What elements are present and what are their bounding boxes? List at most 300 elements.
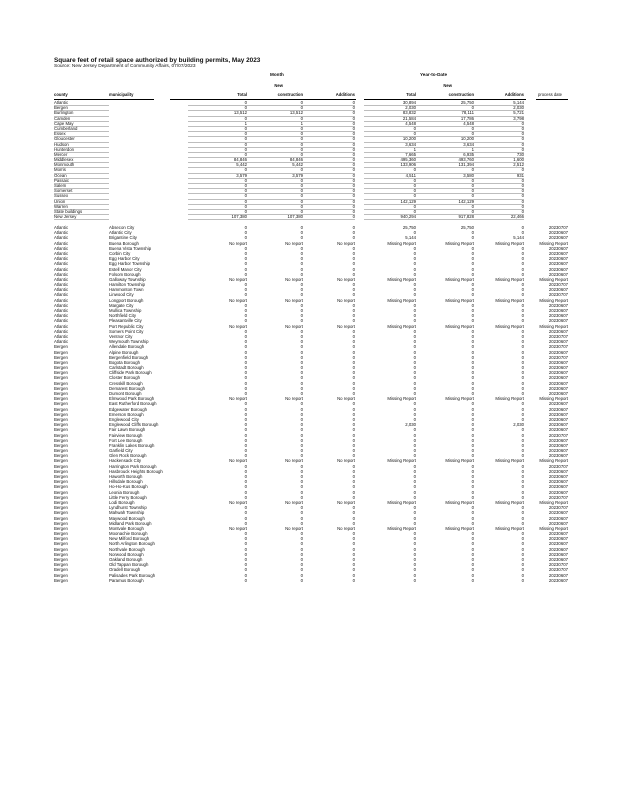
ytd-additions-cell: 0	[474, 142, 524, 148]
month-new-cell: 0	[300, 541, 303, 547]
ytd-new-cell: 0	[471, 531, 474, 537]
ytd-total-cell: 2,030	[364, 105, 416, 111]
municipality-cell: Brigantine City	[109, 235, 137, 241]
ytd-new-cell: 25,750	[460, 225, 474, 230]
ytd-additions-cell: 0	[521, 411, 524, 417]
process-date-cell: 20230607	[548, 442, 568, 448]
month-new-cell: 0	[300, 505, 303, 511]
ytd-total-cell: 0	[413, 261, 416, 267]
ytd-new-cell: 0	[471, 406, 474, 412]
month-additions-cell: 0	[352, 225, 355, 230]
ytd-additions-cell: 2,030	[513, 422, 524, 428]
municipality-cell: Port Republic City	[109, 323, 144, 329]
ytd-total-cell: 21,584	[364, 116, 416, 122]
month-total-cell: 0	[188, 209, 247, 215]
month-additions-cell: 0	[352, 287, 355, 293]
ytd-total-cell: 0	[413, 427, 416, 433]
ytd-additions-cell: Missing Report	[495, 276, 524, 282]
month-additions-cell: 0	[352, 510, 355, 516]
ytd-additions-cell: 0	[521, 359, 524, 365]
county-cell: Atlantic	[54, 328, 69, 334]
county-cell: Atlantic	[54, 292, 69, 298]
month-new-cell: 0	[300, 235, 303, 241]
col-header-ytd-additions: Additions	[504, 92, 524, 97]
month-new-cell: 0	[300, 442, 303, 448]
ytd-total-cell: 0	[413, 510, 416, 516]
month-total-cell: 0	[244, 344, 247, 350]
col-header-month-new-line2: construction	[277, 91, 303, 97]
ytd-total-cell: Missing Report	[387, 297, 416, 303]
county-cell: Bergen	[54, 525, 68, 531]
ytd-new-cell: 0	[471, 505, 474, 511]
month-total-cell: 0	[188, 142, 247, 148]
process-date-cell: 20230607	[548, 468, 568, 474]
ytd-total-cell: 0	[413, 468, 416, 474]
ytd-new-cell: 10,200	[416, 136, 474, 142]
col-header-municipality: municipality	[109, 92, 134, 97]
month-new-cell: 0	[300, 370, 303, 376]
ytd-total-cell: 0	[413, 375, 416, 381]
ytd-total-cell: 0	[413, 546, 416, 552]
ytd-total-cell: 133,906	[364, 162, 416, 168]
month-total-cell: 3,579	[188, 173, 247, 179]
ytd-new-cell: 0	[471, 271, 474, 277]
ytd-new-cell: 0	[471, 365, 474, 371]
county-cell: Gloucester	[54, 136, 109, 142]
county-cell: Bergen	[54, 380, 68, 386]
ytd-total-cell: 0	[413, 567, 416, 573]
ytd-additions-cell: 0	[521, 385, 524, 391]
month-total-cell: 107,380	[188, 214, 247, 220]
month-additions-cell: 0	[352, 302, 355, 308]
ytd-new-cell: 78,111	[416, 110, 474, 116]
process-date-cell: 20230607	[548, 359, 568, 365]
county-cell: Bergen	[54, 448, 68, 454]
month-total-cell: 0	[188, 178, 247, 184]
municipality-cell: Dumont Borough	[109, 391, 142, 396]
ytd-new-cell: 0	[471, 468, 474, 474]
month-total-cell: 0	[188, 167, 247, 173]
county-cell: Bergen	[54, 546, 68, 552]
ytd-total-cell: 0	[413, 292, 416, 298]
county-cell: Bergen	[54, 567, 68, 573]
month-additions-cell: 0	[303, 100, 355, 106]
month-additions-cell: 0	[303, 188, 355, 194]
month-total-cell: 0	[244, 567, 247, 573]
month-additions-cell: 0	[352, 344, 355, 350]
ytd-new-cell: 0	[471, 333, 474, 339]
month-new-cell: 0	[300, 546, 303, 552]
ytd-total-cell: 1	[364, 147, 416, 153]
month-new-cell: No report	[285, 297, 303, 303]
ytd-new-cell: 493,760	[416, 157, 474, 163]
ytd-new-cell: 0	[471, 448, 474, 454]
month-new-cell: 0	[300, 225, 303, 230]
ytd-additions-cell: 0	[521, 313, 524, 319]
month-additions-cell: 0	[352, 572, 355, 578]
month-additions-cell: 0	[303, 162, 355, 168]
month-additions-cell: 0	[352, 567, 355, 573]
ytd-additions-cell: 0	[474, 131, 524, 137]
county-cell: New Jersey	[54, 214, 109, 220]
month-total-cell: 0	[244, 541, 247, 547]
ytd-total-cell: Missing Report	[387, 323, 416, 329]
ytd-additions-cell: 0	[474, 167, 524, 173]
month-new-cell: 0	[300, 328, 303, 334]
ytd-total-cell: 0	[413, 250, 416, 256]
ytd-new-cell: 0	[471, 546, 474, 552]
month-total-cell: 0	[244, 437, 247, 443]
ytd-additions-cell: 931	[474, 173, 524, 179]
ytd-additions-cell: 0	[521, 463, 524, 469]
ytd-new-cell: 4,548	[416, 121, 474, 127]
month-total-cell: No report	[229, 458, 247, 464]
ytd-total-cell: 4,511	[364, 173, 416, 179]
county-cell: Bergen	[54, 354, 68, 360]
county-cell: Atlantic	[54, 256, 69, 262]
month-additions-cell: 0	[352, 437, 355, 443]
month-total-cell: 0	[188, 116, 247, 122]
county-cell: Bergen	[54, 515, 68, 521]
ytd-additions-cell: 0	[521, 453, 524, 459]
county-cell: Bergen	[54, 396, 68, 402]
ytd-total-cell: 0	[413, 380, 416, 386]
ytd-total-cell: 0	[413, 287, 416, 293]
process-date-cell: 20230607	[548, 370, 568, 376]
ytd-additions-cell: Missing Report	[495, 396, 524, 402]
county-cell: Atlantic	[54, 266, 69, 272]
ytd-additions-cell: 0	[521, 468, 524, 474]
process-date-cell: 20230607	[548, 515, 568, 521]
month-new-cell: No report	[285, 525, 303, 531]
process-date-cell: 20230607	[548, 541, 568, 547]
process-date-cell: 20230707	[548, 567, 568, 573]
table-row	[0, 214, 618, 219]
county-cell: Warren	[54, 204, 109, 210]
municipality-cell: Cliffside Park Borough	[109, 370, 152, 376]
month-additions-cell: 0	[303, 147, 355, 153]
month-new-cell: 13,512	[247, 110, 303, 116]
month-new-cell: 0	[300, 250, 303, 256]
process-date-cell: 20230607	[548, 235, 568, 241]
ytd-total-cell: 0	[413, 479, 416, 485]
ytd-new-cell: Missing Report	[445, 276, 474, 282]
month-total-cell: 0	[188, 147, 247, 153]
ytd-total-cell: 0	[413, 318, 416, 324]
municipality-cell: Egg Harbor Township	[109, 261, 151, 267]
county-cell: Bergen	[54, 406, 68, 412]
ytd-additions-cell: 0	[474, 204, 524, 210]
process-date-cell: 20230607	[548, 557, 568, 562]
county-cell: Bergen	[54, 479, 68, 485]
month-new-cell: 0	[300, 468, 303, 474]
ytd-total-cell: 0	[413, 245, 416, 251]
county-cell: Atlantic	[54, 100, 109, 106]
county-cell: Ocean	[54, 173, 109, 179]
month-additions-cell: 0	[352, 313, 355, 319]
county-cell: Bergen	[54, 468, 68, 474]
month-new-cell: 0	[300, 292, 303, 298]
ytd-total-cell: 0	[413, 515, 416, 521]
month-additions-cell: 0	[352, 448, 355, 454]
ytd-additions-cell: 0	[521, 391, 524, 396]
ytd-new-cell: 0	[471, 282, 474, 288]
ytd-new-cell: 3,580	[416, 173, 474, 179]
county-cell: Hudson	[54, 142, 109, 148]
month-group-header: Month	[270, 72, 284, 77]
month-additions-cell: 0	[303, 199, 355, 205]
process-date-cell: 20230607	[548, 375, 568, 381]
process-date-cell: 20230607	[548, 531, 568, 537]
month-additions-cell: 0	[352, 484, 355, 490]
month-total-cell: 0	[244, 370, 247, 376]
month-new-cell: No report	[285, 499, 303, 505]
month-total-cell: 5,442	[188, 162, 247, 168]
ytd-new-cell: 0	[471, 375, 474, 381]
county-cell: Bergen	[54, 557, 68, 562]
ytd-total-cell: 0	[413, 333, 416, 339]
month-new-cell: 0	[300, 562, 303, 568]
county-cell: Middlesex	[54, 157, 109, 163]
month-additions-cell: 0	[352, 531, 355, 537]
ytd-additions-cell: 0	[521, 271, 524, 277]
col-header-month-new	[247, 84, 303, 97]
month-total-cell: 0	[244, 318, 247, 324]
ytd-new-cell: 0	[471, 359, 474, 365]
process-date-cell: 20230607	[548, 489, 568, 495]
ytd-additions-cell: 0	[521, 318, 524, 324]
county-cell: Atlantic	[54, 308, 69, 313]
county-cell: Bergen	[54, 359, 68, 365]
county-cell: Atlantic	[54, 250, 69, 256]
ytd-total-cell: 0	[413, 453, 416, 459]
ytd-new-cell: 0	[471, 572, 474, 578]
month-new-cell: 0	[300, 339, 303, 345]
ytd-additions-cell: 1,600	[474, 157, 524, 163]
municipality-cell: Hammonton Town	[109, 287, 144, 293]
municipality-cell: Margate City	[109, 302, 134, 308]
month-new-cell: 0	[300, 406, 303, 412]
municipality-cell: Carlstadt Borough	[109, 365, 144, 371]
process-date-cell: 20230607	[548, 230, 568, 236]
county-cell: Bergen	[54, 422, 68, 428]
ytd-total-cell: 0	[413, 442, 416, 448]
ytd-total-cell: 0	[364, 126, 416, 132]
month-additions-cell: 0	[303, 136, 355, 142]
col-header-month-additions: Additions	[335, 92, 355, 97]
municipality-cell: Closter Borough	[109, 375, 141, 381]
month-total-cell: 0	[244, 411, 247, 417]
county-cell: Atlantic	[54, 225, 69, 230]
ytd-new-cell: Missing Report	[445, 297, 474, 303]
month-additions-cell: 0	[352, 261, 355, 267]
ytd-total-cell: 0	[413, 256, 416, 262]
municipality-cell: Allendale Borough	[109, 344, 145, 350]
municipality-cell: North Arlington Borough	[109, 541, 155, 547]
month-total-cell: 0	[244, 266, 247, 272]
ytd-new-cell: 0	[471, 349, 474, 355]
ytd-additions-cell: 0	[521, 401, 524, 407]
ytd-new-cell: 0	[471, 287, 474, 293]
municipality-cell: Little Ferry Borough	[109, 494, 147, 500]
ytd-new-cell: 0	[471, 557, 474, 562]
process-date-cell: 20230707	[548, 333, 568, 339]
process-date-cell: 20230607	[548, 484, 568, 490]
ytd-total-cell: 0	[413, 536, 416, 542]
month-total-cell: 0	[244, 380, 247, 386]
municipality-cell: Ho-Ho-Kus Borough	[109, 484, 148, 490]
report-source: Source: New Jersey Department of Community Affairs, 07/07/2023	[54, 64, 196, 69]
month-additions-cell: 0	[352, 411, 355, 417]
month-total-cell: 0	[244, 536, 247, 542]
ytd-new-cell: 0	[471, 235, 474, 241]
month-total-cell: 0	[244, 427, 247, 433]
month-new-cell: 0	[300, 313, 303, 319]
process-date-cell: Missing Report	[539, 499, 568, 505]
month-total-cell: 0	[244, 546, 247, 552]
month-new-cell: 0	[247, 131, 303, 137]
month-additions-cell: 0	[352, 365, 355, 371]
month-total-cell: 0	[188, 136, 247, 142]
ytd-additions-cell: 730	[474, 152, 524, 158]
county-cell: Bergen	[54, 458, 68, 464]
month-new-cell: 0	[247, 116, 303, 122]
county-cell: Bergen	[54, 432, 68, 438]
month-new-cell: No report	[285, 276, 303, 282]
process-date-cell: 20230707	[548, 494, 568, 500]
month-new-cell: 0	[300, 411, 303, 417]
ytd-additions-cell: 0	[521, 510, 524, 516]
month-new-cell: 0	[247, 147, 303, 153]
month-additions-cell: 0	[352, 505, 355, 511]
process-date-cell: 20230607	[548, 302, 568, 308]
month-total-cell: 0	[244, 235, 247, 241]
month-new-cell: 0	[300, 479, 303, 485]
municipality-cell: Glen Rock Borough	[109, 453, 147, 459]
municipality-cell: Weymouth Township	[109, 339, 149, 345]
month-new-cell: 0	[300, 333, 303, 339]
county-cell: Bergen	[54, 562, 68, 568]
ytd-new-cell: 0	[416, 105, 474, 111]
month-new-cell: 0	[300, 489, 303, 495]
ytd-additions-cell: 0	[521, 292, 524, 298]
month-additions-cell: 0	[352, 333, 355, 339]
month-new-cell: 0	[247, 142, 303, 148]
ytd-additions-cell: Missing Report	[495, 240, 524, 246]
month-total-cell: 0	[244, 365, 247, 371]
ytd-new-cell: 0	[471, 370, 474, 376]
month-new-cell: 0	[300, 416, 303, 422]
month-additions-cell: No report	[337, 323, 355, 329]
ytd-total-cell: 0	[413, 448, 416, 454]
month-total-cell: 0	[244, 230, 247, 236]
month-total-cell: 0	[188, 188, 247, 194]
ytd-additions-cell: 0	[521, 489, 524, 495]
month-new-cell: 0	[300, 287, 303, 293]
month-additions-cell: 0	[352, 479, 355, 485]
ytd-total-cell: 0	[413, 359, 416, 365]
ytd-new-cell: 0	[471, 385, 474, 391]
process-date-cell: 20230607	[548, 520, 568, 526]
ytd-total-cell: Missing Report	[387, 276, 416, 282]
process-date-cell: 20230607	[548, 313, 568, 319]
ytd-additions-cell: 0	[521, 567, 524, 573]
month-new-cell: 0	[247, 204, 303, 210]
month-new-cell: 0	[300, 448, 303, 454]
month-new-cell: 0	[300, 391, 303, 396]
month-additions-cell: 0	[352, 541, 355, 547]
municipality-cell: Maywood Borough	[109, 515, 145, 521]
ytd-additions-cell: 3,798	[474, 116, 524, 122]
month-additions-cell: 0	[303, 121, 355, 127]
month-total-cell: 0	[188, 193, 247, 199]
county-cell: Atlantic	[54, 282, 69, 288]
ytd-new-cell: Missing Report	[445, 525, 474, 531]
county-cell: Bergen	[54, 572, 68, 578]
municipality-cell: Egg Harbor City	[109, 256, 140, 262]
month-new-cell: 0	[300, 245, 303, 251]
county-cell: Mercer	[54, 152, 109, 158]
month-total-cell: 0	[244, 577, 247, 583]
month-new-cell: 0	[300, 422, 303, 428]
month-total-cell: 0	[244, 339, 247, 345]
ytd-new-cell: 0	[471, 266, 474, 272]
ytd-additions-cell: 0	[474, 147, 524, 153]
process-date-cell: Missing Report	[539, 458, 568, 464]
month-new-cell: 0	[300, 463, 303, 469]
county-cell: Bergen	[54, 499, 68, 505]
ytd-new-cell: 0	[471, 411, 474, 417]
ytd-additions-cell: 0	[521, 308, 524, 313]
ytd-additions-cell: 0	[474, 126, 524, 132]
ytd-additions-cell: 0	[521, 370, 524, 376]
month-new-cell: 0	[300, 318, 303, 324]
month-new-cell: No report	[285, 458, 303, 464]
month-total-cell: 0	[244, 505, 247, 511]
col-header-process-date: process date	[538, 92, 562, 97]
ytd-total-cell: Missing Report	[387, 240, 416, 246]
process-date-cell: 20230607	[548, 261, 568, 267]
ytd-additions-cell: 0	[474, 136, 524, 142]
month-total-cell: 0	[188, 105, 247, 111]
ytd-additions-cell: 0	[521, 442, 524, 448]
ytd-additions-cell: 0	[521, 557, 524, 562]
municipality-cell: Emerson Borough	[109, 411, 144, 417]
ytd-total-cell: 0	[413, 271, 416, 277]
month-additions-cell: 0	[303, 131, 355, 137]
month-additions-cell: 0	[352, 318, 355, 324]
month-total-cell: 0	[188, 126, 247, 132]
month-total-cell: 0	[244, 333, 247, 339]
ytd-total-cell: Missing Report	[387, 396, 416, 402]
ytd-total-cell: 0	[413, 230, 416, 236]
ytd-new-cell: 0	[471, 541, 474, 547]
month-additions-cell: 0	[352, 308, 355, 313]
municipality-cell: Fairview Borough	[109, 432, 143, 438]
county-cell: Bergen	[54, 385, 68, 391]
month-total-cell: 0	[244, 287, 247, 293]
month-total-cell: 0	[244, 282, 247, 288]
month-new-cell: 0	[300, 536, 303, 542]
ytd-additions-cell: Missing Report	[495, 297, 524, 303]
ytd-total-cell: 0	[413, 354, 416, 360]
month-new-cell: 0	[300, 531, 303, 537]
month-total-cell: 0	[244, 562, 247, 568]
month-additions-cell: 0	[352, 328, 355, 334]
month-new-cell: 0	[300, 577, 303, 583]
month-additions-cell: 0	[352, 536, 355, 542]
month-new-cell: 0	[300, 572, 303, 578]
